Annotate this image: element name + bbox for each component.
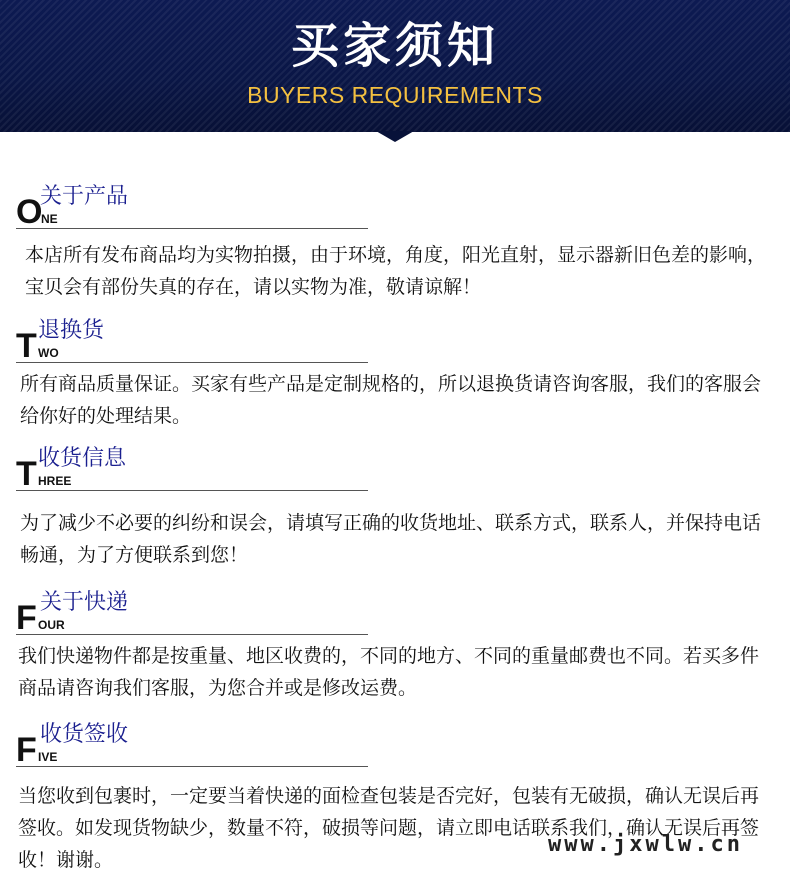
section-heading	[16, 446, 368, 491]
section-title: 收货信息	[38, 446, 127, 471]
section-number-word: WO	[38, 346, 59, 360]
section-title: 退换货	[38, 318, 105, 343]
section-initial: F	[16, 599, 37, 637]
section-number-word: NE	[41, 212, 58, 226]
banner-notch	[376, 131, 414, 142]
section-title: 关于快递	[40, 590, 129, 615]
section-text: 当您收到包裹时，一定要当着快递的面检查包装是否完好，包装有无破损，确认无误后再签收。如发现货物缺少，数量不符，破损等问题，请立即电话联系我们，确认无误后再签收！谢谢。	[18, 785, 760, 871]
section-text: 所有商品质量保证。买家有些产品是定制规格的，所以退换货请咨询客服，我们的客服会给你好的处理结果。	[20, 373, 762, 427]
section-title: 关于产品	[40, 184, 129, 209]
section-initial: O	[16, 193, 43, 231]
section-heading	[16, 184, 368, 229]
section-title: 收货签收	[40, 722, 129, 747]
banner-title: 买家须知	[290, 18, 499, 74]
section-text: 我们快递物件都是按重量、地区收费的，不同的地方、不同的重量邮费也不同。若买多件商品请咨询我们客服，为您合并或是修改运费。	[18, 645, 760, 699]
header-banner	[0, 0, 790, 132]
section-number-word: HREE	[38, 474, 72, 488]
section-initial: T	[16, 327, 37, 365]
section-initial: T	[16, 455, 37, 493]
section-text: 为了减少不必要的纠纷和误会，请填写正确的收货地址、联系方式，联系人，并保持电话畅通，为了方便联系到您！	[20, 512, 762, 566]
banner-subtitle: BUYERS REQUIREMENTS	[247, 82, 543, 108]
section-number-word: OUR	[38, 618, 65, 632]
section-heading	[16, 318, 368, 363]
section-text: 本店所有发布商品均为实物拍摄，由于环境，角度，阳光直射，显示器新旧色差的影响，宝贝会有部份失真的存在，请以实物为准，敬请谅解！	[25, 244, 767, 298]
section-initial: F	[16, 731, 37, 769]
watermark: www.jxwlw.cn	[548, 832, 743, 857]
section-number-word: IVE	[38, 750, 58, 764]
section-heading	[16, 590, 368, 635]
section-heading	[16, 722, 368, 767]
